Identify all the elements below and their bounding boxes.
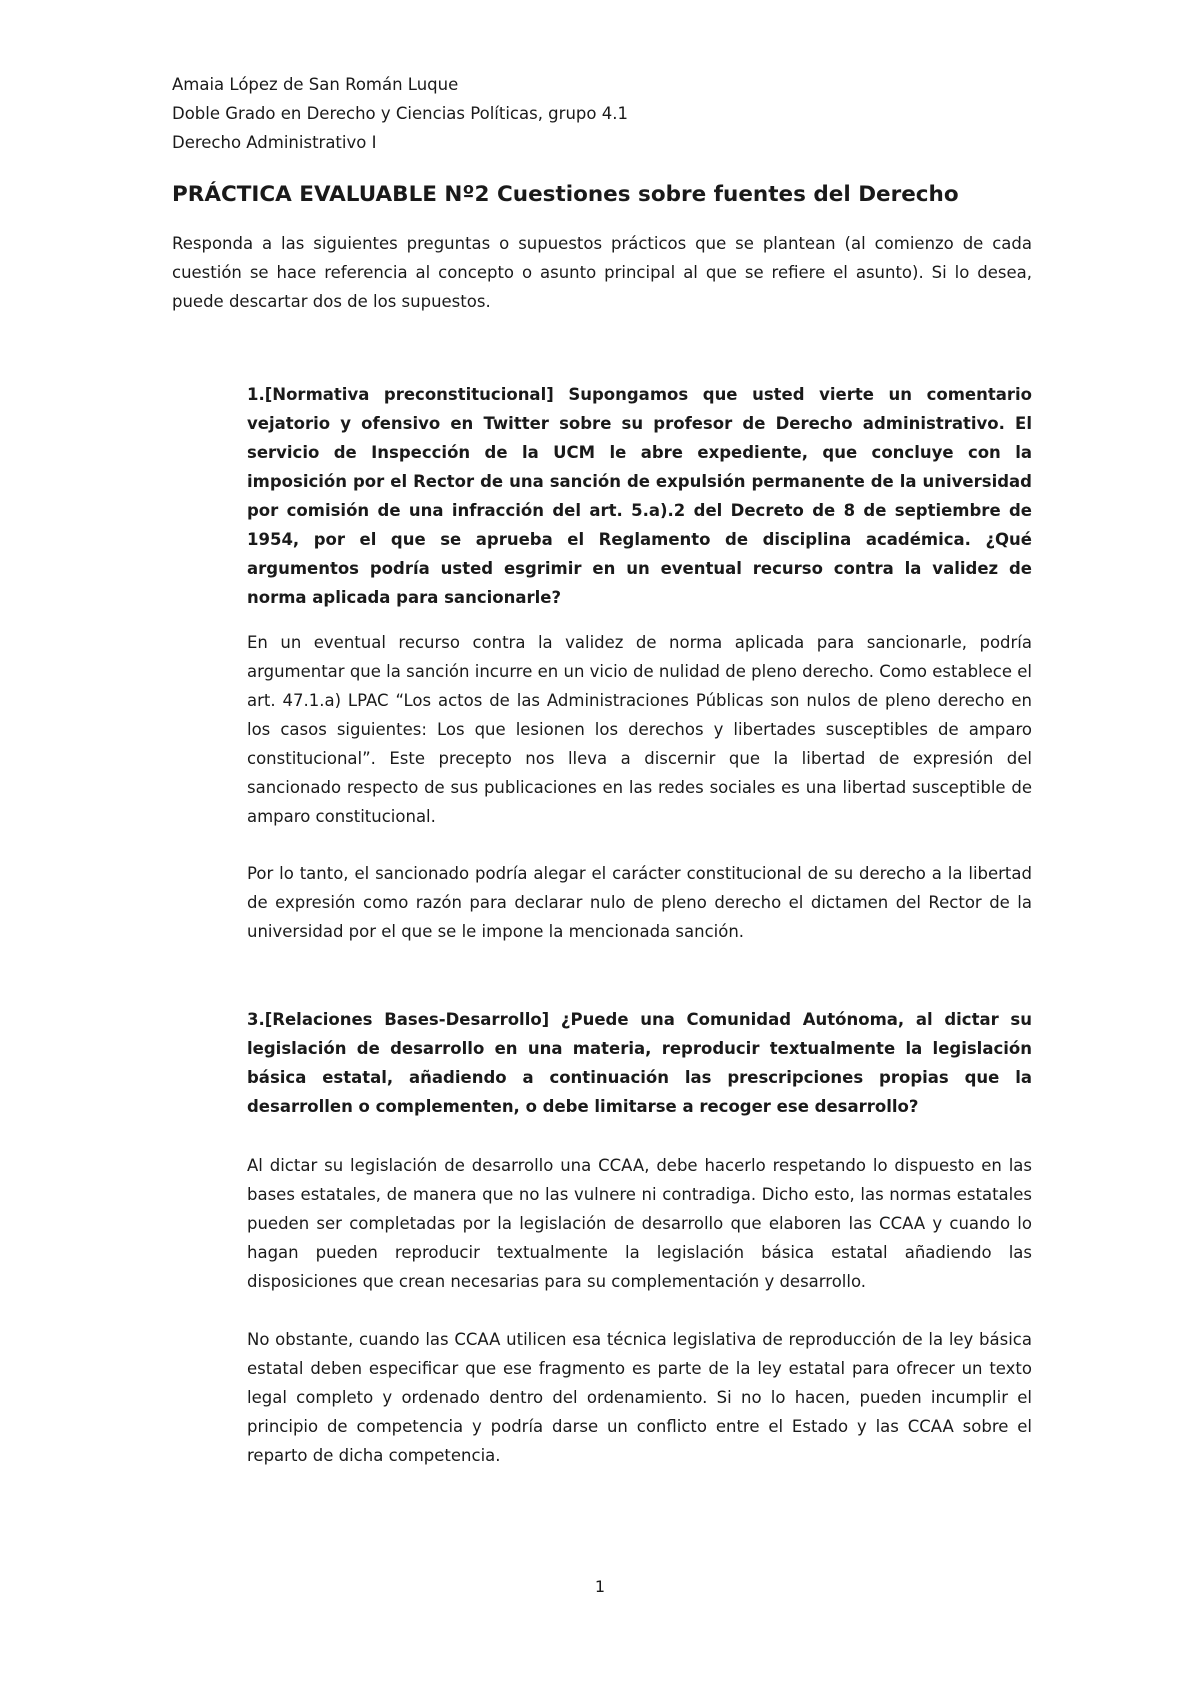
answer-paragraph: No obstante, cuando las CCAA utilicen esa técnica legislativa de reproducción de la ley básica estatal deben especificar que ese fragmento es parte de la ley estatal para ofrecer un texto legal completo y ordenado dentro del ordenamiento. Si no lo hacen, pueden incumplir el principio de competencia y podría darse un conflicto entre el Estado y las CCAA sobre el reparto de dicha competencia.	[247, 1330, 1032, 1465]
document-title: PRÁCTICA EVALUABLE Nº2 Cuestiones sobre fuentes del Derecho	[172, 182, 959, 207]
page-number: 1	[594, 1577, 606, 1596]
answer-paragraph: Al dictar su legislación de desarrollo una CCAA, debe hacerlo respetando lo dispuesto en las bases estatales, de manera que no las vulnere ni contradiga. Dicho esto, las normas estatales pueden ser completadas por la legislación de desarrollo que elaboren las CCAA y cuando lo hagan pueden reproducir textualmente la legislación básica estatal añadiendo las disposiciones que crean necesarias para su complementación y desarrollo.	[247, 1156, 1032, 1291]
question-section-1	[172, 380, 1032, 946]
document-header	[172, 70, 1032, 157]
author-name: Amaia López de San Román Luque	[172, 75, 459, 94]
instructions-paragraph: Responda a las siguientes preguntas o supuestos prácticos que se plantean (al comienzo de cada cuestión se hace referencia al concepto o asunto principal al que se refiere el asunto). Si lo desea, puede descartar dos de los supuestos.	[172, 234, 1032, 311]
answer-paragraph: En un eventual recurso contra la validez de norma aplicada para sancionarle, podría argumentar que la sanción incurre en un vicio de nulidad de pleno derecho. Como establece el art. 47.1.a) LPAC “Los actos de las Administraciones Públicas son nulos de pleno derecho en los casos siguientes: Los que lesionen los derechos y libertades susceptibles de amparo constitucional”. Este precepto nos lleva a discernir que la libertad de expresión del sancionado respecto de sus publicaciones en las redes sociales es una libertad susceptible de amparo constitucional.	[247, 633, 1032, 826]
question-text: 1.[Normativa preconstitucional] Supongamos que usted vierte un comentario vejatorio y ofensivo en Twitter sobre su profesor de Derecho administrativo. El servicio de Inspección de la UCM le abre expediente, que concluye con la imposición por el Rector de una sanción de expulsión permanente de la universidad por comisión de una infracción del art. 5.a).2 del Decreto de 8 de septiembre de 1954, por el que se aprueba el Reglamento de disciplina académica. ¿Qué argumentos podría usted esgrimir en un eventual recurso contra la validez de norma aplicada para sancionarle?	[247, 385, 1032, 607]
degree-line: Doble Grado en Derecho y Ciencias Políticas, grupo 4.1	[172, 104, 628, 123]
course-name: Derecho Administrativo I	[172, 133, 377, 152]
answer-paragraph: Por lo tanto, el sancionado podría alegar el carácter constitucional de su derecho a la libertad de expresión como razón para declarar nulo de pleno derecho el dictamen del Rector de la universidad por el que se le impone la mencionada sanción.	[247, 864, 1032, 941]
question-section-3	[172, 1005, 1032, 1470]
question-text: 3.[Relaciones Bases-Desarrollo] ¿Puede una Comunidad Autónoma, al dictar su legislación de desarrollo en una materia, reproducir textualmente la legislación básica estatal, añadiendo a continuación las prescripciones propias que la desarrollen o complementen, o debe limitarse a recoger ese desarrollo?	[247, 1010, 1032, 1116]
